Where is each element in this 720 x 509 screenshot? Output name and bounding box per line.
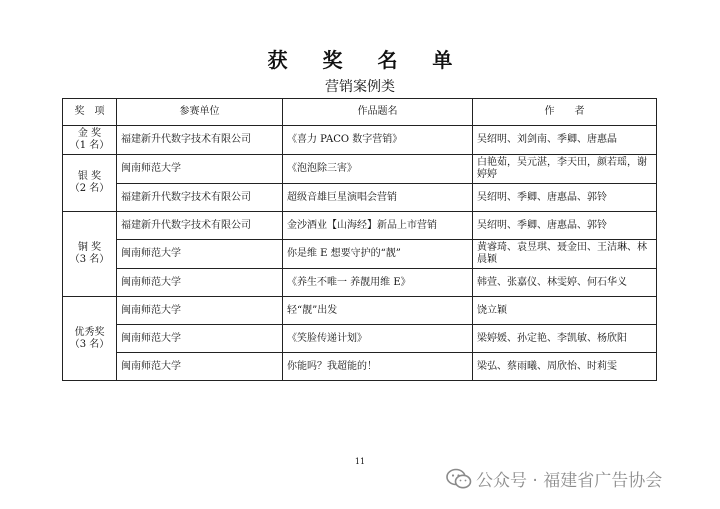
prize-label: 优秀奖 (74, 326, 105, 338)
header-work: 作品题名 (283, 99, 473, 126)
table-row (63, 353, 657, 381)
author-cell: 吴绍明、季卿、唐惠晶、郭铃 (473, 212, 657, 240)
work-cell: 《笑脸传递计划》 (283, 325, 473, 353)
author-cell: 白艳茹，吴元湛，李天田，颜若瑶，谢婷婷 (473, 155, 657, 184)
author-cell: 饶立颖 (473, 297, 657, 325)
prize-label: 金 奖 (77, 128, 102, 139)
header-author: 作 者 (473, 99, 657, 126)
author-cell: 吴绍明、刘剑南、季卿、唐惠晶 (473, 126, 657, 155)
work-cell: 你能吗？我超能的！ (283, 353, 473, 381)
unit-cell: 闽南师范大学 (117, 353, 283, 381)
prize-label: 银 奖 (77, 171, 102, 182)
author-cell: 吴绍明、季卿、唐惠晶、郭铃 (473, 184, 657, 212)
table-row (63, 325, 657, 353)
author-cell: 梁婷媛、孙定艳、李凯敏、杨欣阳 (473, 325, 657, 353)
prize-cell-silver (63, 155, 117, 212)
unit-cell: 闽南师范大学 (117, 297, 283, 325)
prize-label: 铜 奖 (77, 242, 102, 253)
prize-count: （3 名） (69, 338, 110, 350)
unit-cell: 福建新升代数字技术有限公司 (117, 126, 283, 155)
work-cell: 你是维 E 想要守护的“靓” (283, 240, 473, 269)
table-row (63, 240, 657, 269)
prize-count: （1 名） (69, 140, 110, 151)
watermark-text: 公众号 · 福建省广告协会 (476, 471, 663, 491)
prize-count: （3 名） (69, 254, 110, 265)
work-cell: 《喜力 PACO 数字营销》 (283, 126, 473, 155)
table-row (63, 184, 657, 212)
work-cell: 《泡泡除三害》 (283, 155, 473, 184)
table-row (63, 212, 657, 240)
page-number: 11 (354, 457, 366, 466)
page-subtitle: 营销案例类 (325, 79, 395, 95)
author-cell: 韩萱、张嘉仪、林雯婷、何石华义 (473, 269, 657, 297)
author-cell: 黄睿琦、袁昱琪、聂金田、王洁琳、林晨颖 (473, 240, 657, 269)
table-row (63, 126, 657, 155)
work-cell: 超级音雄巨星演唱会营销 (283, 184, 473, 212)
prize-cell-gold (63, 126, 117, 155)
author-cell: 梁弘、蔡雨曦、周欣怡、时莉雯 (473, 353, 657, 381)
work-cell: 金沙酒业【山海经】新品上市营销 (283, 212, 473, 240)
table-row (63, 297, 657, 325)
wechat-icon (446, 468, 472, 490)
header-unit: 参赛单位 (117, 99, 283, 126)
prize-count: （2 名） (69, 183, 110, 194)
unit-cell: 闽南师范大学 (117, 325, 283, 353)
unit-cell: 福建新升代数字技术有限公司 (117, 184, 283, 212)
table-row (63, 269, 657, 297)
table-row (63, 155, 657, 184)
table-header-row (63, 99, 657, 126)
unit-cell: 闽南师范大学 (117, 240, 283, 269)
prize-cell-bronze (63, 212, 117, 297)
prize-cell-excellence (63, 297, 117, 381)
watermark (446, 466, 662, 491)
header-prize: 奖 项 (63, 99, 117, 126)
work-cell: 轻“靓”出发 (283, 297, 473, 325)
unit-cell: 闽南师范大学 (117, 155, 283, 184)
award-table (62, 98, 657, 381)
unit-cell: 闽南师范大学 (117, 269, 283, 297)
page-title: 获 奖 名 单 (267, 48, 467, 72)
work-cell: 《养生不唯一 养靓用维 E》 (283, 269, 473, 297)
unit-cell: 福建新升代数字技术有限公司 (117, 212, 283, 240)
